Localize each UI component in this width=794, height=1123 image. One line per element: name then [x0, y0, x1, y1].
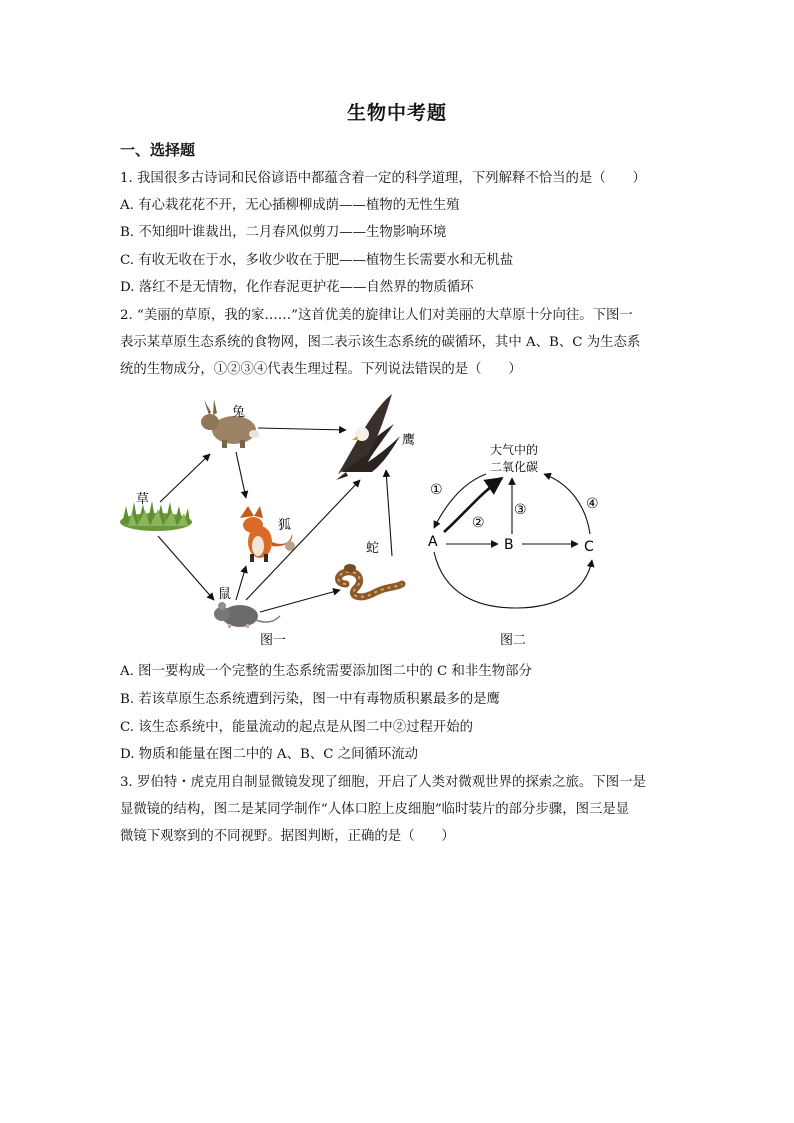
process-4-label: ④ [586, 496, 599, 512]
carbon-cycle-figure [420, 436, 620, 651]
q1-stem: 1. 我国很多古诗词和民俗谚语中都蕴含着一定的科学道理，下列解释不恰当的是（ ） [120, 171, 646, 186]
mouse-label: 鼠 [218, 587, 232, 602]
eagle-label: 鹰 [402, 433, 416, 448]
arrow-mouse-fox [236, 566, 246, 600]
atmosphere-label-line2: 二氧化碳 [489, 460, 539, 474]
q2-option-d: D. 物质和能量在图二中的 A、B、C 之间循环流动 [120, 747, 419, 762]
atmosphere-label-line1: 大气中的 [489, 443, 539, 457]
arrow-a-to-c [434, 552, 592, 608]
section-heading: 一、选择题 [120, 141, 196, 159]
snake-label: 蛇 [366, 541, 380, 556]
q3-stem-line1: 3. 罗伯特・虎克用自制显微镜发现了细胞，开启了人类对微观世界的探索之旅。下图一是 [120, 775, 646, 790]
q2-option-b: B. 若该草原生态系统遭到污染，图一中有毒物质积累最多的是鹰 [120, 692, 500, 707]
arrow-rabbit-eagle [258, 428, 346, 430]
process-1-label: ① [430, 482, 443, 498]
mouse-image [214, 602, 280, 628]
node-b: B [504, 537, 514, 553]
q1-option-b: B. 不知细叶谁裁出，二月春风似剪刀——生物影响环境 [120, 225, 447, 240]
q3-stem-line2: 显微镜的结构，图二是某同学制作“人体口腔上皮细胞”临时装片的部分步骤，图三是显 [120, 802, 630, 817]
arrow-grass-rabbit [160, 454, 210, 502]
eagle-image [336, 394, 400, 480]
arrow-process-4 [544, 474, 590, 534]
q1-option-d: D. 落红不是无情物，化作春泥更护花——自然界的物质循环 [120, 280, 474, 295]
arrow-grass-mouse [158, 536, 214, 600]
page-title: 生物中考题 [346, 102, 447, 124]
q2-stem-line2: 表示某草原生态系统的食物网，图二表示该生态系统的碳循环，其中 A、B、C 为生态系 [120, 335, 641, 350]
snake-image [339, 564, 403, 597]
figure-1-caption: 图一 [260, 633, 287, 648]
arrow-rabbit-fox [236, 452, 246, 498]
fox-image [240, 506, 295, 562]
q1-option-a: A. 有心栽花花不开，无心插柳柳成荫——植物的无性生殖 [120, 198, 460, 213]
rabbit-image [201, 399, 259, 448]
rabbit-label: 兔 [232, 405, 246, 420]
arrow-snake-eagle [386, 470, 392, 556]
grass-label: 草 [136, 492, 150, 507]
q2-stem-line3: 统的生物成分，①②③④代表生理过程。下列说法错误的是（ ） [120, 362, 522, 377]
food-web-figure [110, 388, 420, 653]
q2-stem-line1: 2. “美丽的草原，我的家……”这首优美的旋律让人们对美丽的大草原十分向往。下图一 [120, 308, 633, 323]
figure-2-caption: 图二 [500, 633, 527, 648]
q2-option-c: C. 该生态系统中，能量流动的起点是从图二中②过程开始的 [120, 720, 474, 735]
node-c: C [584, 539, 594, 555]
fox-label: 狐 [278, 518, 292, 533]
q1-option-c: C. 有收无收在于水，多收少收在于肥——植物生长需要水和无机盐 [120, 253, 514, 268]
grass-image [120, 501, 192, 531]
process-2-label: ② [472, 515, 485, 531]
node-a: A [428, 534, 438, 550]
q3-stem-line3: 微镜下观察到的不同视野。据图判断，正确的是（ ） [120, 829, 455, 844]
process-3-label: ③ [514, 502, 527, 518]
q2-option-a: A. 图一要构成一个完整的生态系统需要添加图二中的 C 和非生物部分 [120, 664, 532, 679]
arrow-mouse-snake [260, 590, 340, 612]
